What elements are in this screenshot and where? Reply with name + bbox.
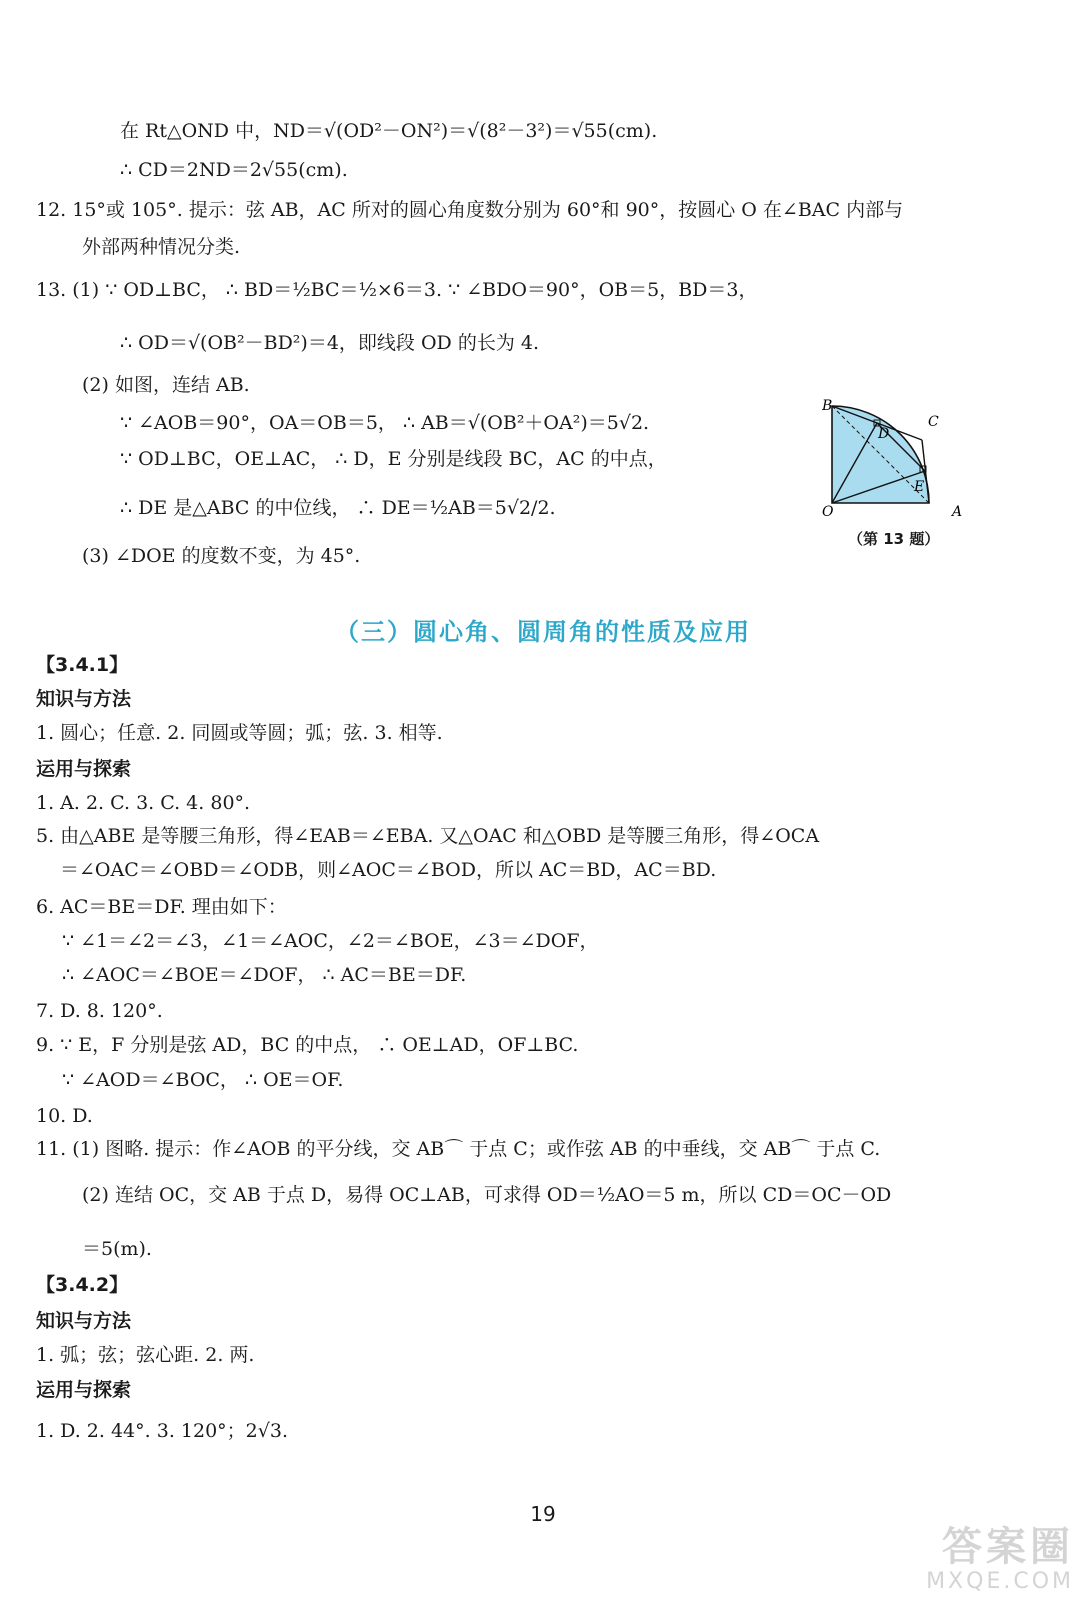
- watermark-line2: MXQE.COM: [926, 1569, 1074, 1594]
- label-a: A: [952, 504, 963, 518]
- text-line: (3) ∠DOE 的度数不变，为 45°.: [82, 545, 361, 567]
- text-line: (2) 连结 OC，交 AB 于点 D，易得 OC⊥AB，可求得 OD＝½AO＝5 m，所以 CD＝OC－OD: [82, 1184, 892, 1206]
- text-line: (2) 如图，连结 AB.: [82, 374, 250, 396]
- text-line: ∵ OD⊥BC，OE⊥AC， ∴ D，E 分别是线段 BC，AC 的中点，: [120, 448, 667, 470]
- text-line: 1. D. 2. 44°. 3. 120°；2√3.: [36, 1420, 288, 1442]
- text-line: 1. A. 2. C. 3. C. 4. 80°.: [36, 792, 251, 814]
- subsection-label: 运用与探索: [36, 1379, 132, 1401]
- quarter-circle-diagram: [822, 398, 972, 518]
- text-line: ∴ OD＝√(OB²－BD²)＝4，即线段 OD 的长为 4.: [120, 332, 539, 354]
- text-line: 1. 圆心；任意. 2. 同圆或等圆；弧；弦. 3. 相等.: [36, 722, 443, 744]
- watermark-logo: [926, 1525, 1074, 1594]
- subsection-heading: 【3.4.1】: [36, 654, 129, 676]
- label-e: E: [914, 479, 925, 495]
- text-line: 5. 由△ABE 是等腰三角形，得∠EAB＝∠EBA. 又△OAC 和△OBD 是等腰三角形，得∠OCA: [36, 825, 820, 847]
- text-line: ∵ ∠AOD＝∠BOC， ∴ OE＝OF.: [62, 1069, 344, 1091]
- text-line: 11. (1) 图略. 提示：作∠AOB 的平分线，交 AB⌒ 于点 C；或作弦 AB 的中垂线，交 AB⌒ 于点 C.: [36, 1138, 881, 1160]
- text-line: 9. ∵ E，F 分别是弦 AD，BC 的中点， ∴ OE⊥AD，OF⊥BC.: [36, 1034, 579, 1056]
- text-line: ∴ DE 是△ABC 的中位线， ∴ DE＝½AB＝5√2/2.: [120, 497, 556, 519]
- label-b: B: [822, 398, 833, 414]
- text-line: ∴ ∠AOC＝∠BOE＝∠DOF， ∴ AC＝BE＝DF.: [62, 964, 467, 986]
- watermark-line1: 答案圈: [942, 1524, 1074, 1570]
- text-line: 6. AC＝BE＝DF. 理由如下：: [36, 896, 287, 918]
- geometry-figure: [822, 398, 972, 522]
- section-title: （三）圆心角、圆周角的性质及应用: [335, 618, 751, 646]
- label-o: O: [822, 504, 834, 518]
- label-d: D: [878, 426, 890, 442]
- subsection-label: 运用与探索: [36, 758, 132, 780]
- text-line: 13. (1) ∵ OD⊥BC， ∴ BD＝½BC＝½×6＝3. ∵ ∠BDO＝90°，OB＝5，BD＝3，: [36, 279, 758, 301]
- page-number: 19: [530, 1502, 556, 1526]
- text-line: 在 Rt△OND 中，ND＝√(OD²－ON²)＝√(8²－3²)＝√55(cm).: [120, 120, 658, 142]
- text-line: 1. 弧；弦；弦心距. 2. 两.: [36, 1344, 255, 1366]
- text-line: 10. D.: [36, 1105, 93, 1127]
- label-c: C: [928, 414, 939, 430]
- text-line: ∴ CD＝2ND＝2√55(cm).: [120, 159, 348, 181]
- subsection-label: 知识与方法: [36, 688, 132, 710]
- text-line: 12. 15°或 105°. 提示：弦 AB，AC 所对的圆心角度数分别为 60°和 90°，按圆心 O 在∠BAC 内部与: [36, 199, 904, 221]
- text-line: 外部两种情况分类.: [82, 236, 241, 258]
- figure-caption: （第 13 题）: [848, 530, 940, 548]
- subsection-label: 知识与方法: [36, 1310, 132, 1332]
- subsection-heading: 【3.4.2】: [36, 1274, 129, 1296]
- text-line: ＝∠OAC＝∠OBD＝∠ODB，则∠AOC＝∠BOD，所以 AC＝BD，AC＝BD.: [60, 859, 717, 881]
- text-line: ＝5(m).: [82, 1238, 152, 1260]
- text-line: ∵ ∠AOB＝90°，OA＝OB＝5， ∴ AB＝√(OB²＋OA²)＝5√2.: [120, 412, 650, 434]
- text-line: ∵ ∠1＝∠2＝∠3，∠1＝∠AOC，∠2＝∠BOE，∠3＝∠DOF，: [62, 930, 599, 952]
- text-line: 7. D. 8. 120°.: [36, 1000, 163, 1022]
